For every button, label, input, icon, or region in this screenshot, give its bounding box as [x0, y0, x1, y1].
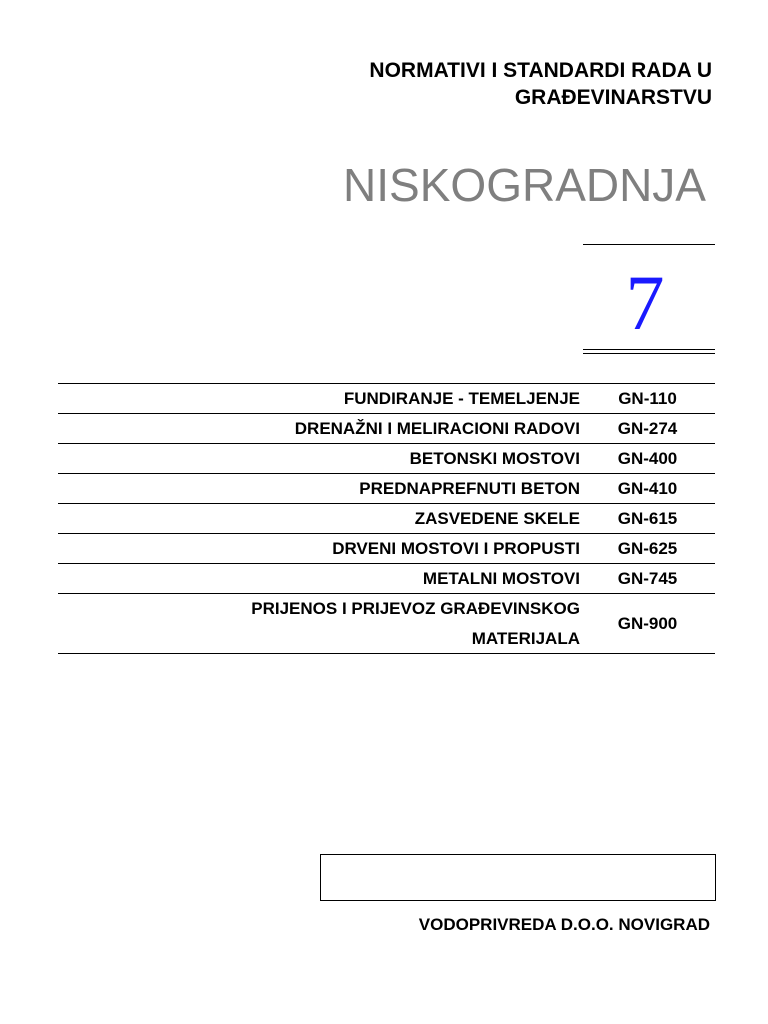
standard-code: GN-410: [617, 478, 678, 498]
table-row: [58, 564, 715, 594]
standard-name: METALNI MOSTOVI: [422, 568, 580, 588]
standard-code: GN-625: [617, 538, 678, 558]
publisher-name: VODOPRIVREDA D.O.O. NOVIGRAD: [418, 915, 710, 934]
standard-code: GN-900: [617, 613, 678, 633]
table-row: [58, 594, 715, 654]
volume-divider-bottom: [583, 349, 715, 354]
table-row: [58, 504, 715, 534]
header-title-line-2: GRAĐEVINARSTVU: [514, 86, 712, 109]
standard-name: DRENAŽNI I MELIRACIONI RADOVI: [294, 418, 580, 438]
standard-name: PRIJENOS I PRIJEVOZ GRAĐEVINSKOG MATERIJALA: [251, 598, 580, 648]
standard-code: GN-274: [617, 418, 678, 438]
table-row: [58, 534, 715, 564]
main-title: NISKOGRADNJA: [343, 159, 706, 211]
header-title: [212, 57, 712, 111]
standard-name: FUNDIRANJE - TEMELJENJE: [343, 388, 580, 408]
standard-code: GN-400: [617, 448, 678, 468]
empty-box: [320, 854, 716, 901]
standard-name: BETONSKI MOSTOVI: [409, 448, 580, 468]
volume-number: 7: [625, 259, 665, 346]
standard-name: DRVENI MOSTOVI I PROPUSTI: [332, 538, 580, 558]
standard-name: PREDNAPREFNUTI BETON: [359, 478, 580, 498]
table-row: [58, 384, 715, 414]
table-row: [58, 414, 715, 444]
standard-code: GN-615: [617, 508, 678, 528]
volume-divider-top: [583, 244, 715, 245]
standards-table: [58, 383, 715, 654]
table-row: [58, 444, 715, 474]
header-title-line-1: NORMATIVI I STANDARDI RADA U: [369, 59, 712, 82]
standard-code: GN-745: [617, 568, 678, 588]
standard-name: ZASVEDENE SKELE: [414, 508, 580, 528]
standard-code: GN-110: [618, 388, 677, 408]
table-row: [58, 474, 715, 504]
